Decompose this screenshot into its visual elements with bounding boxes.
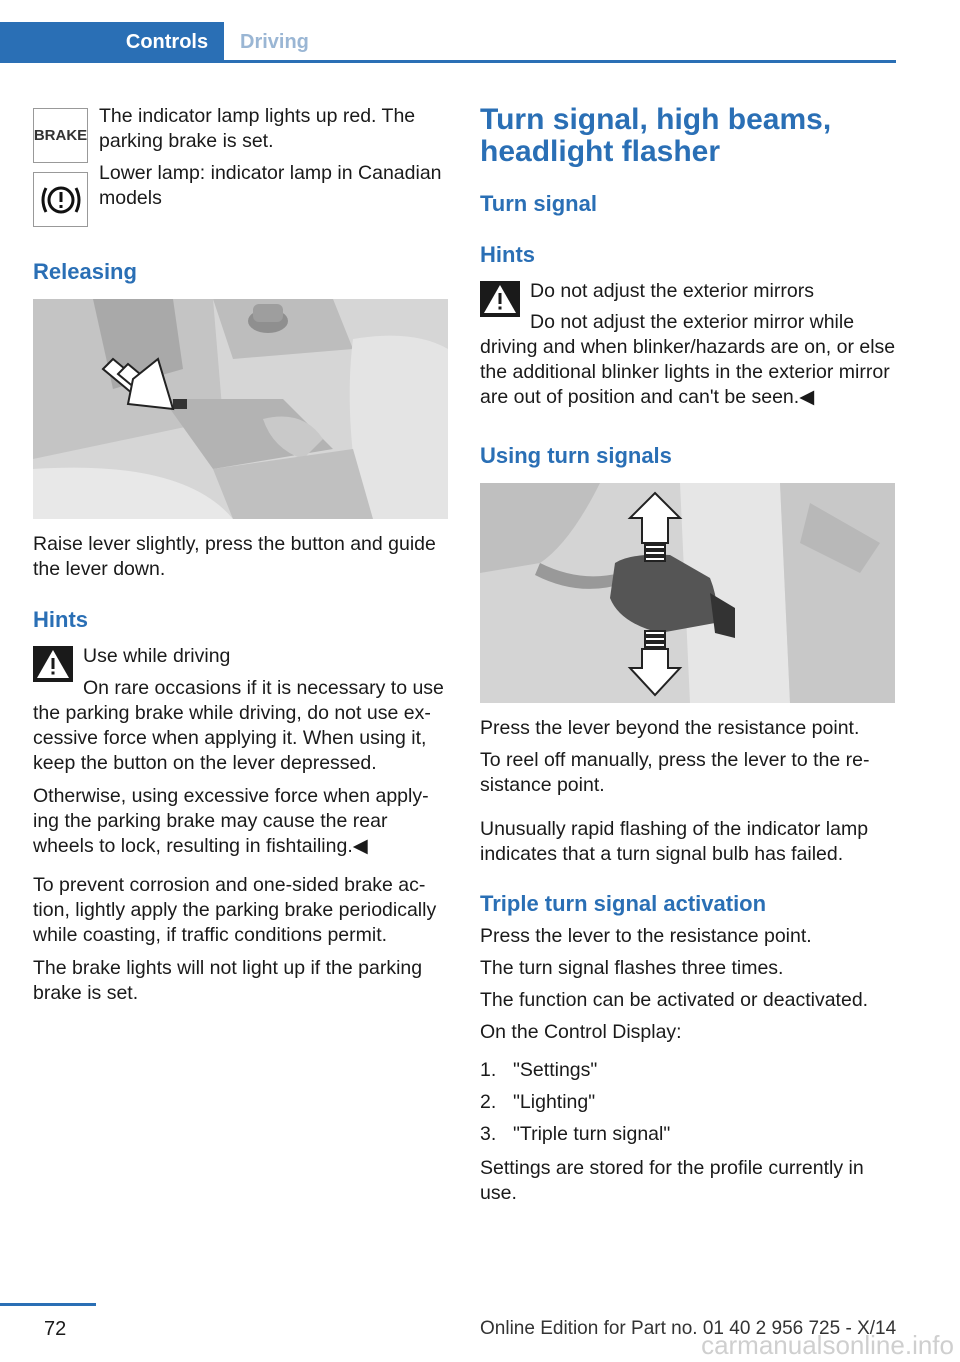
settings-stored-text: Settings are stored for the profile currently in use.	[480, 1157, 864, 1204]
otherwise-text: Otherwise, using excessive force when apply‐ing the parking brake may cause the rear wheels to lock, resulting in fishtailing.◀	[33, 785, 429, 857]
list-number: 3.	[480, 1123, 497, 1145]
page-header	[0, 22, 896, 62]
tab-controls[interactable]: Controls	[0, 22, 224, 63]
footer-rule	[0, 1303, 96, 1306]
brake-icon-label: BRAKE	[33, 127, 88, 144]
list-item-triple-turn-signal: "Triple turn signal"	[513, 1123, 671, 1145]
tab-driving[interactable]: Driving	[240, 31, 309, 53]
right-warning-line1: Do not adjust the exterior mirror while	[530, 311, 855, 333]
triple-function-text: The function can be activated or deactivated.	[480, 989, 869, 1011]
brake-lights-text: The brake lights will not light up if the parking brake is set.	[33, 957, 423, 1004]
indicator-red-text: The indicator lamp lights up red. The parking brake is set.	[99, 105, 416, 152]
brake-indicator-icon	[33, 108, 88, 163]
triple-flashes-text: The turn signal flashes three times.	[480, 957, 784, 979]
releasing-heading: Releasing	[33, 259, 137, 284]
press-lever-text: Press the lever beyond the resistance point.	[480, 717, 860, 739]
left-warning-line1: On rare occasions if it is necessary to use	[83, 677, 444, 699]
left-warning-title: Use while driving	[83, 645, 231, 667]
turn-signal-heading: Turn signal	[480, 191, 597, 216]
right-hints-heading: Hints	[480, 242, 535, 267]
left-warning-rest: the parking brake while driving, do not use ex‐cessive force when applying it. When using it, keep the button on the lever depressed.	[33, 702, 431, 774]
releasing-text: Raise lever slightly, press the button and guide the lever down.	[33, 533, 436, 580]
warning-triangle-icon	[33, 646, 73, 682]
right-warning-title: Do not adjust the exterior mirrors	[530, 280, 814, 302]
using-turn-signals-heading: Using turn signals	[480, 443, 672, 468]
list-item-settings: "Settings"	[513, 1059, 598, 1081]
control-display-text: On the Control Display:	[480, 1021, 682, 1043]
reel-off-text: To reel off manually, press the lever to the re‐sistance point.	[480, 749, 870, 796]
left-hints-heading: Hints	[33, 607, 88, 632]
corrosion-text: To prevent corrosion and one-sided brake ac‐tion, lightly apply the parking brake periodically while coasting, if traffic conditions permit.	[33, 874, 437, 946]
list-number: 1.	[480, 1059, 497, 1081]
triple-press-text: Press the lever to the resistance point.	[480, 925, 812, 947]
footer-edition: Online Edition for Part no. 01 40 2 956 725 - X/14	[480, 1318, 897, 1339]
warning-triangle-icon	[480, 281, 520, 317]
right-warning-rest: driving and when blinker/hazards are on, or else the additional blinker lights in the exterior mirror are out of position and can't be seen.◀	[480, 336, 896, 408]
page-number: 72	[44, 1318, 67, 1340]
list-item-lighting: "Lighting"	[513, 1091, 596, 1113]
turn-signal-main-heading: Turn signal, high beams, headlight flasher	[480, 103, 832, 168]
turn-signal-lever-image	[480, 483, 895, 703]
rapid-flashing-text: Unusually rapid flashing of the indicator lamp indicates that a turn signal bulb has failed.	[480, 818, 869, 865]
watermark: carmanualsonline.info	[701, 1330, 954, 1360]
canadian-brake-indicator-icon	[33, 172, 88, 227]
parking-brake-image	[33, 299, 448, 519]
triple-turn-signal-heading: Triple turn signal activation	[480, 891, 767, 916]
list-number: 2.	[480, 1091, 497, 1113]
exclamation-circle-icon	[38, 180, 84, 220]
lower-lamp-text: Lower lamp: indicator lamp in Canadian models	[99, 162, 442, 209]
